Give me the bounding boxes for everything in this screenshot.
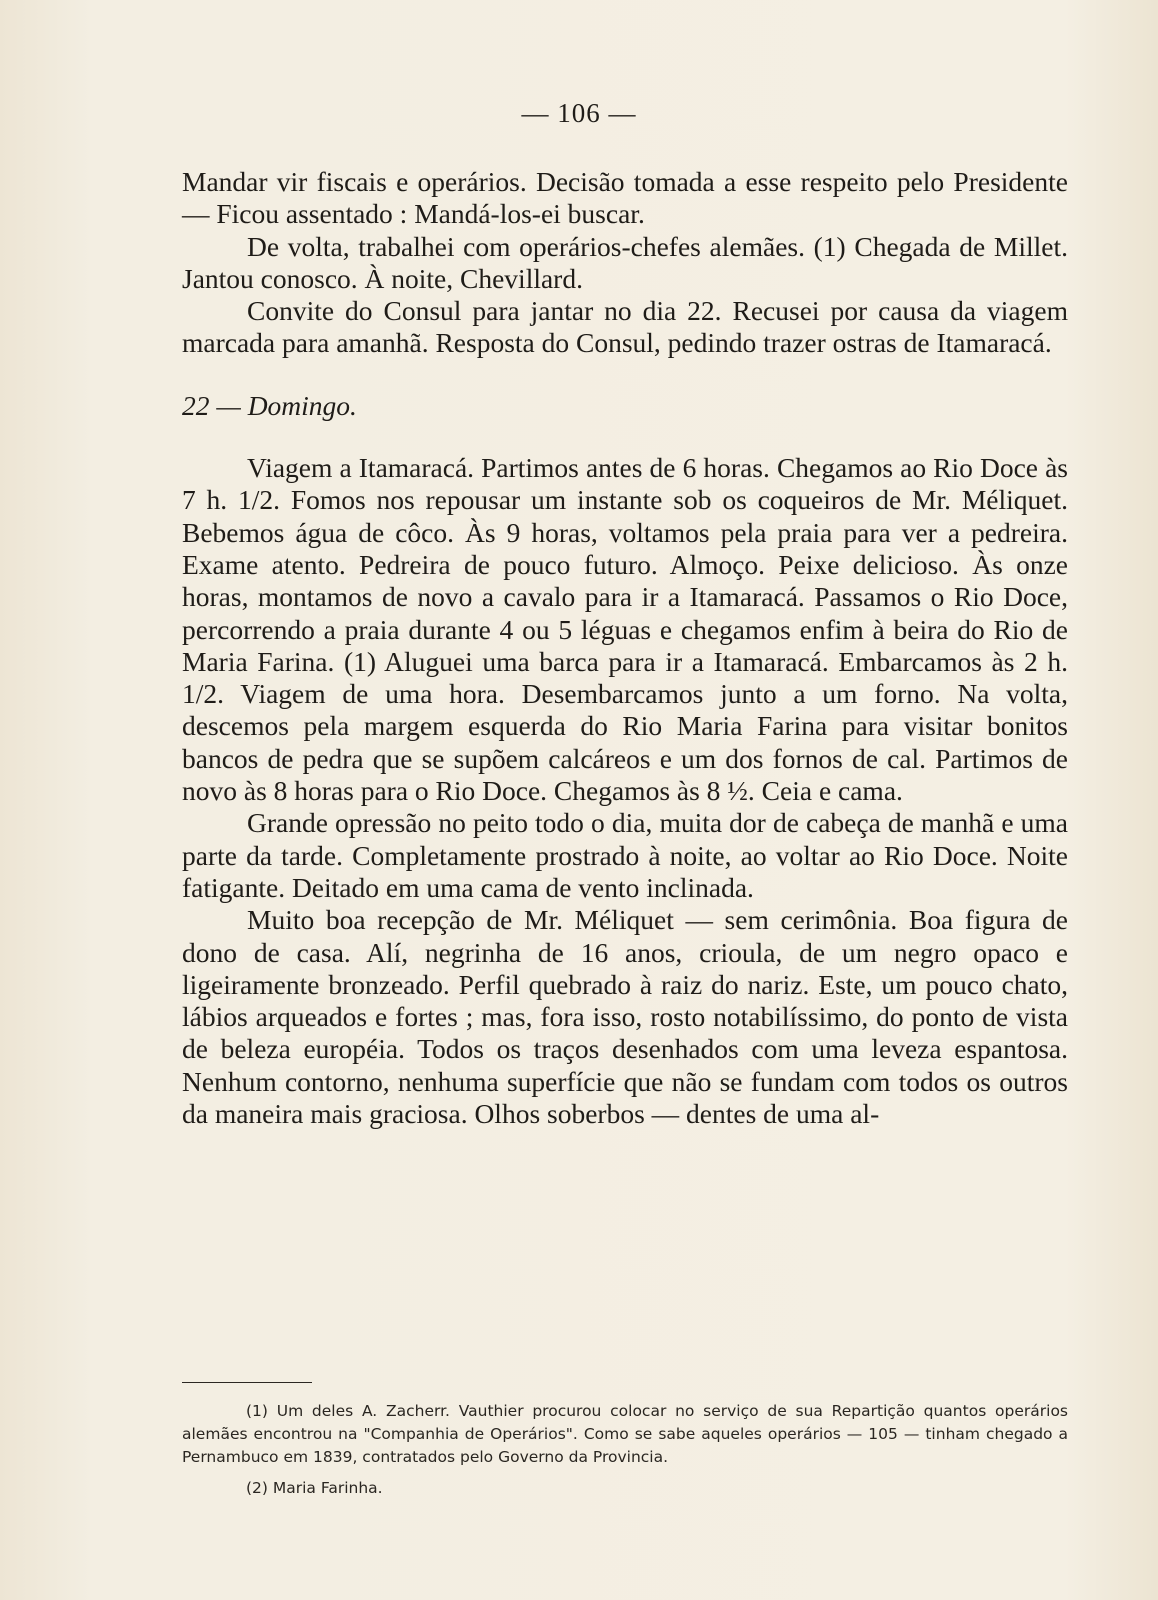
date-heading: 22 — Domingo.	[182, 389, 357, 421]
page-number: — 106 —	[521, 98, 637, 128]
footnote-2: (2) Maria Farinha.	[246, 1479, 383, 1497]
paragraph-4: Viagem a Itamaracá. Partimos antes de 6 horas. Chegamos ao Rio Doce às 7 h. 1/2. Fomos nos repousar um instante sob os coqueiros de Mr. Méliquet. Bebemos água de côco. Às 9 horas, voltamos pela praia para ver a pedreira. Exame atento. Pedreira de pouco futuro. Almoço. Peixe delicioso. Às onze horas, montamos de novo a cavalo para ir a Itamaracá. Passamos o Rio Doce, percorrendo a praia durante 4 ou 5 léguas e chegamos enfim à beira do Rio de Maria Farina. (1) Aluguei uma barca para ir a Itamaracá. Embarcamos às 2 h. 1/2. Viagem de uma hora. Desembarcamos junto a um forno. Na volta, descemos pela margem esquerda do Rio Maria Farina para visitar bonitos bancos de pedra que se supõem calcáreos e um dos fornos de cal. Partimos de novo às 8 horas para o Rio Doce. Chegamos às 8 ½. Ceia e cama.	[182, 452, 1068, 807]
paragraph-3: Convite do Consul para jantar no dia 22. Recusei por causa da viagem marcada para amanhã. Resposta do Consul, pedindo trazer ostras de Itamaracá.	[182, 295, 1068, 359]
paragraph-1: Mandar vir fiscais e operários. Decisão tomada a esse respeito pelo Presidente — Ficou assentado : Mandá-los-ei buscar.	[182, 166, 1068, 230]
footnote-1: (1) Um deles A. Zacherr. Vauthier procurou colocar no serviço de sua Repartição quantos operários alemães encontrou na "Companhia de Operários". Como se sabe aqueles operários — 105 — tinham chegado a Pernambuco em 1839, contratados pelo Governo da Provincia.	[182, 1402, 1068, 1466]
paragraph-5: Grande opressão no peito todo o dia, muita dor de cabeça de manhã e uma parte da tarde. Completamente prostrado à noite, ao voltar ao Rio Doce. Noite fatigante. Deitado em uma cama de vento inclinada.	[182, 807, 1068, 903]
footnote-divider	[182, 1382, 312, 1383]
body-text	[182, 166, 1068, 1130]
paragraph-6: Muito boa recepção de Mr. Méliquet — sem cerimônia. Boa figura de dono de casa. Alí, negrinha de 16 anos, crioula, de um negro opaco e ligeiramente bronzeado. Perfil quebrado à raiz do nariz. Este, um pouco chato, lábios arqueados e fortes ; mas, fora isso, rosto notabilíssimo, do ponto de vista de beleza européia. Todos os traços desenhados com uma leveza espantosa. Nenhum contorno, nenhuma superfície que não se fundam com todos os outros da maneira mais graciosa. Olhos soberbos — dentes de uma al-	[182, 904, 1068, 1130]
footnotes	[182, 1400, 1068, 1500]
paragraph-2: De volta, trabalhei com operários-chefes alemães. (1) Chegada de Millet. Jantou conosco. À noite, Chevillard.	[182, 230, 1068, 294]
